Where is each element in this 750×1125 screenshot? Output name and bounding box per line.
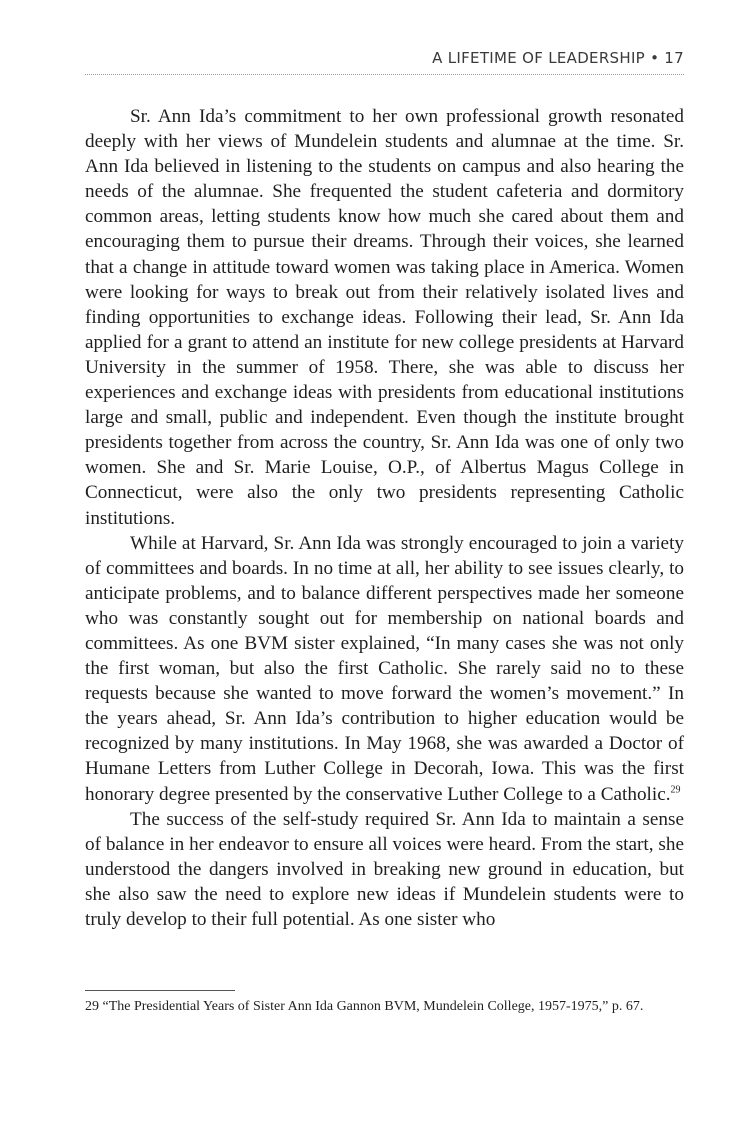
paragraph: Sr. Ann Ida’s commitment to her own professional growth resonated deeply with her views of Mundelein students and alumnae at the time. Sr. Ann Ida believed in listening to the students on campus and also hearing the needs of the alumnae. She frequented the student cafeteria and dormitory common areas, letting students know how much she cared about them and encouraging them to pursue their dreams. Through their voices, she learned that a change in attitude toward women was taking place in America. Women were looking for ways to break out from their relatively isolated lives and finding opportunities to exchange ideas. Following their lead, Sr. Ann Ida applied for a grant to attend an institute for new college presidents at Harvard University in the summer of 1958. There, she was able to discuss her experiences and exchange ideas with presidents from educational institutions large and small, public and independent. Even though the institute brought presidents together from across the country, Sr. Ann Ida was one of only two women. She and Sr. Marie Louise, O.P., of Albertus Magus College in Connecticut, were also the only two presidents representing Catholic institutions.	[85, 106, 684, 529]
footnote: 29 “The Presidential Years of Sister Ann Ida Gannon BVM, Mundelein College, 1957-1975,” p. 67.	[85, 999, 644, 1014]
footnote-divider	[85, 990, 235, 991]
paragraph	[85, 531, 684, 807]
header-divider	[85, 74, 684, 75]
running-header: A LIFETIME OF LEADERSHIP • 17	[432, 49, 684, 67]
paragraph-text: While at Harvard, Sr. Ann Ida was strongly encouraged to join a variety of committees and boards. In no time at all, her ability to see issues clearly, to anticipate problems, and to balance different perspectives made her someone who was constantly sought out for membership on national boards and committees. As one BVM sister explained, “In many cases she was not only the first woman, but also the first Catholic. She rarely said no to these requests because she wanted to move forward the women’s movement.” In the years ahead, Sr. Ann Ida’s contribution to higher education would be recognized by many institutions. In May 1968, she was awarded a Doctor of Humane Letters from Luther College in Decorah, Iowa. This was the first honorary degree presented by the conservative Luther College to a Catholic.	[85, 532, 684, 805]
paragraph: The success of the self-study required Sr. Ann Ida to maintain a sense of balance in her endeavor to ensure all voices were heard. From the start, she understood the dangers involved in breaking new ground in education, but she also saw the need to explore new ideas if Mundelein students were to truly develop to their full potential. As one sister who	[85, 808, 684, 930]
footnote-reference[interactable]: 29	[670, 784, 681, 796]
body-text	[85, 104, 684, 932]
